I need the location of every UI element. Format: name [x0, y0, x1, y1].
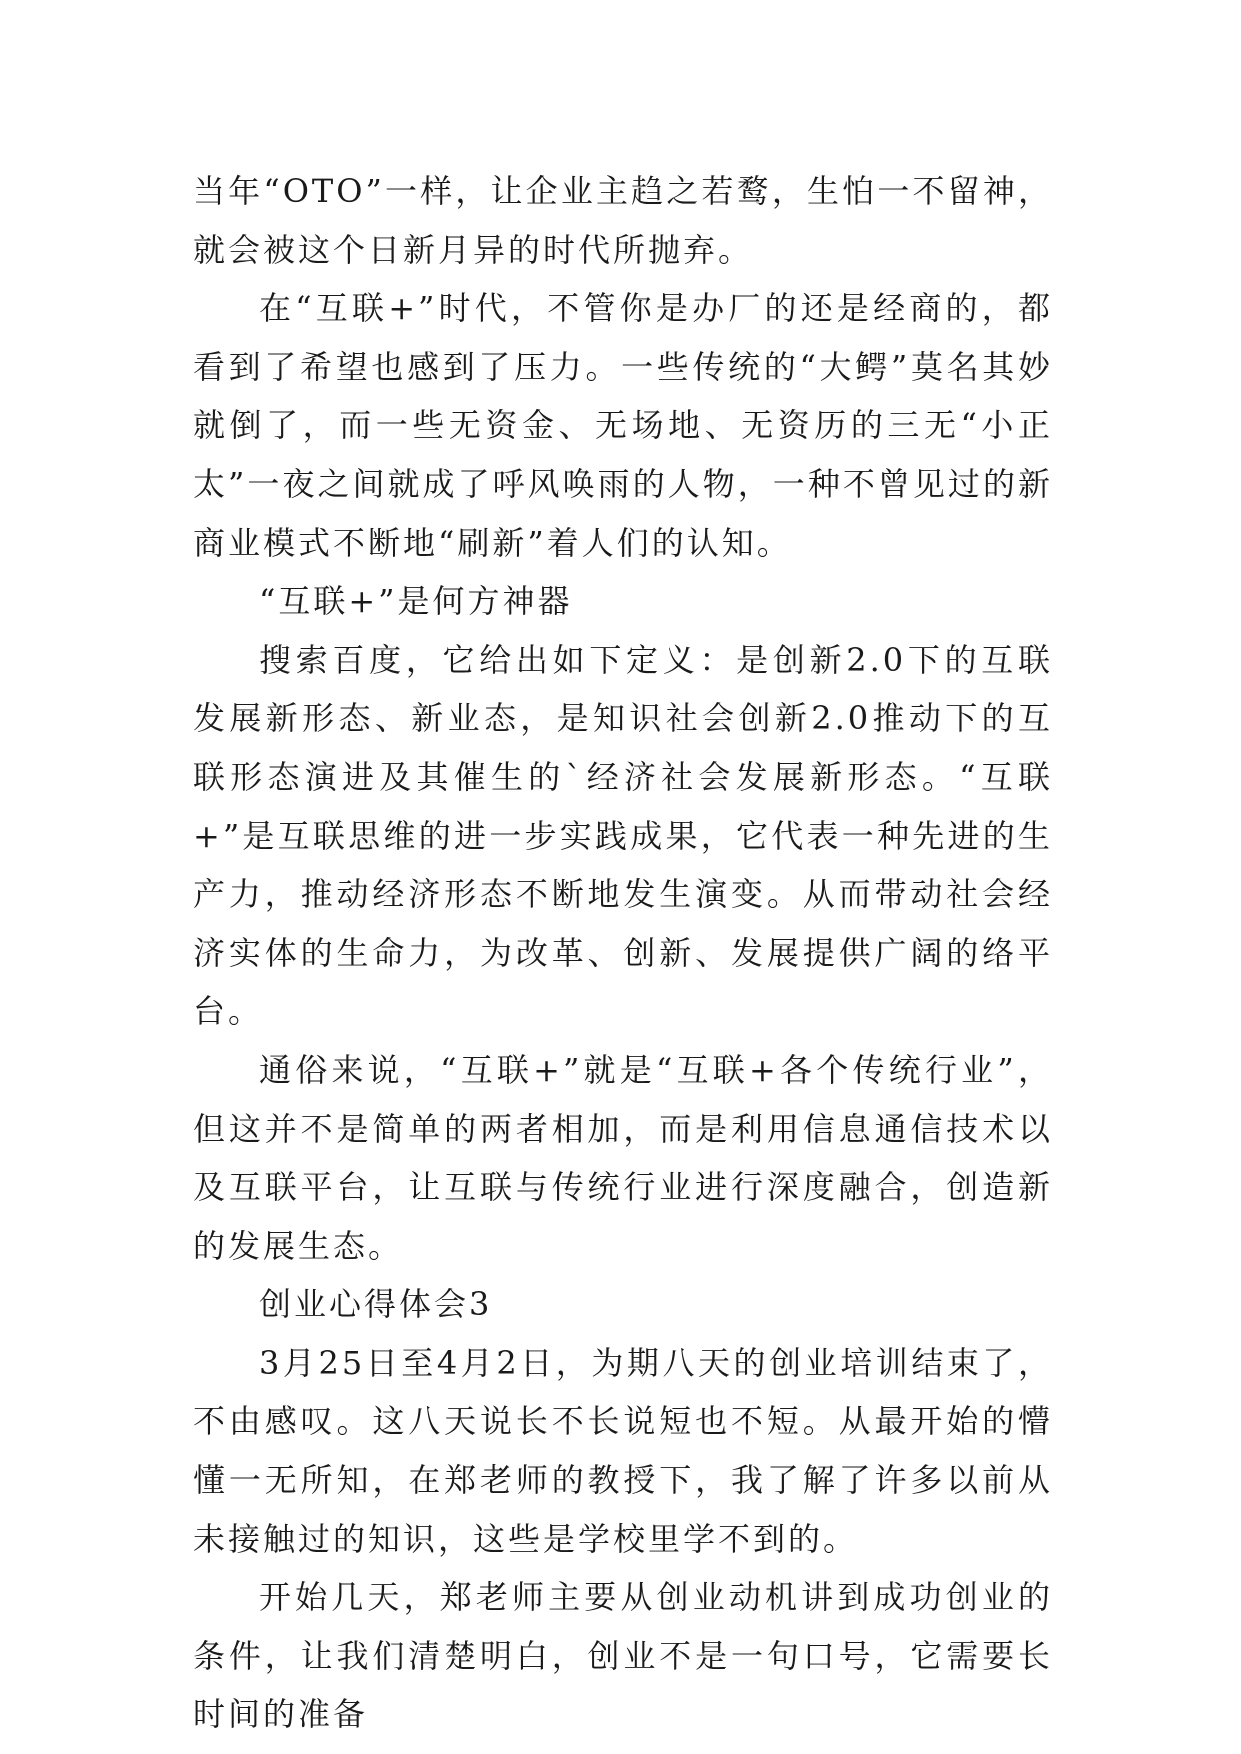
section-heading-what-is-internet-plus: “互联+”是何方神器 [259, 582, 573, 621]
paragraph-training-summary: 3月25日至4月2日，为期八天的创业培训结束了，不由感叹。这八天说长不长说短也不短。从最开始的懵懂一无所知，在郑老师的教授下，我了解了许多以前从未接触过的知识，这些是学校里学不到的。 [193, 1343, 1053, 1558]
paragraph-internet-plus-era: 在“互联+”时代，不管你是办厂的还是经商的，都看到了希望也感到了压力。一些传统的“大鳄”莫名其妙就倒了，而一些无资金、无场地、无资历的三无“小正太”一夜之间就成了呼风唤雨的人物，一种不曾见过的新商业模式不断地“刷新”着人们的认知。 [193, 289, 1053, 562]
paragraph-baidu-definition: 搜索百度，它给出如下定义：是创新2.0下的互联发展新形态、新业态，是知识社会创新2.0推动下的互联形态演进及其催生的`经济社会发展新形态。“互联+”是互联思维的进一步实践成果，它代表一种先进的生产力，推动经济形态不断地发生演变。从而带动社会经济实体的生命力，为改革、创新、发展提供广阔的络平台。 [193, 640, 1053, 1031]
document-body [193, 162, 1053, 1744]
paragraph-plain-explanation: 通俗来说，“互联+”就是“互联+各个传统行业”，但这并不是简单的两者相加，而是利用信息通信技术以及互联平台，让互联与传统行业进行深度融合，创造新的发展生态。 [193, 1050, 1053, 1265]
paragraph-first-days: 开始几天，郑老师主要从创业动机讲到成功创业的条件，让我们清楚明白，创业不是一句口号，它需要长时间的准备 [193, 1578, 1053, 1734]
section-heading-experience-3: 创业心得体会3 [259, 1285, 493, 1324]
paragraph-continuation: 当年“OTO”一样，让企业主趋之若鹜，生怕一不留神，就会被这个日新月异的时代所抛弃。 [193, 172, 1053, 269]
